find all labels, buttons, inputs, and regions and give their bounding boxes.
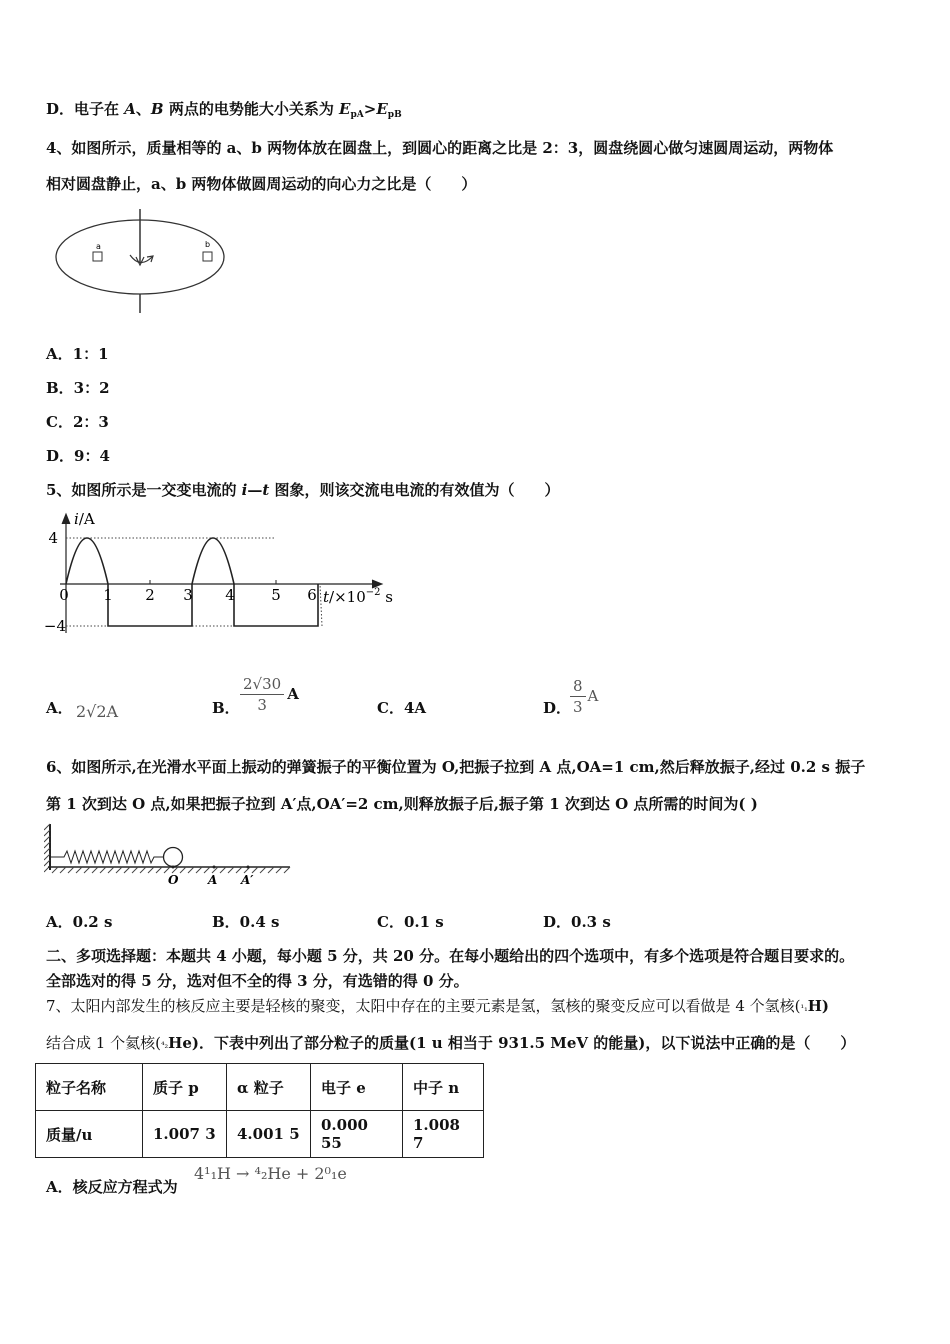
table-cell: 1.007 3: [143, 1111, 227, 1158]
q5-xlabel: $t/\times 10^{-2}$ s: [323, 587, 393, 606]
q7-option-a-label: A．核反应方程式为: [46, 1178, 178, 1196]
q5-xtick-6: 6: [307, 586, 317, 604]
table-header-row: [36, 1064, 484, 1111]
q4-option-c: C．2：3: [46, 413, 109, 431]
q6-spring-figure: [44, 822, 294, 888]
table-row: [36, 1111, 484, 1158]
q5-option-b-label: B．: [212, 699, 240, 717]
q5-option-d-value: $\frac{8}{3}$ A: [570, 676, 598, 717]
q5-option-a-label: A．: [46, 699, 73, 717]
table-cell: 4.001 5: [227, 1111, 311, 1158]
q5-xtick-0: 0: [59, 586, 69, 604]
q4-option-b: B．3：2: [46, 379, 110, 397]
q4-stem-line2: 相对圆盘静止，a、b 两物体做圆周运动的向心力之比是（ ）: [46, 175, 477, 193]
q6-stem-line1: 6、如图所示,在光滑水平面上振动的弹簧振子的平衡位置为 O,把振子拉到 A 点,OA=1 cm,然后释放振子,经过 0.2 s 振子: [46, 758, 866, 776]
q5-it-graph: [40, 508, 420, 638]
table-cell: 粒子名称: [36, 1064, 143, 1111]
section2-heading-line1: 二、多项选择题：本题共 4 小题，每小题 5 分，共 20 分。在每小题给出的四个选项中，有多个选项是符合题目要求的。: [46, 947, 855, 965]
q5-xtick-4: 4: [225, 586, 235, 604]
q5-stem: 5、如图所示是一交变电流的 i—t 图象，则该交流电电流的有效值为（ ）: [46, 481, 560, 499]
q5-xtick-5: 5: [271, 586, 281, 604]
q5-ytick-top: 4: [48, 529, 58, 547]
q6-label-a-prime: A′: [241, 873, 254, 887]
q6-option-b: B．0.4 s: [212, 913, 280, 931]
q4-option-d: D．9：4: [46, 447, 110, 465]
q5-option-c: C．4A: [377, 699, 427, 717]
q4-label-a: a: [96, 242, 101, 251]
table-cell: 中子 n: [403, 1064, 484, 1111]
q3-option-d: D．电子在 A、B 两点的电势能大小关系为 $E_{pA}>E_{pB}$: [46, 100, 402, 120]
q6-stem-line2: 第 1 次到达 O 点,如果把振子拉到 A′点,OA′=2 cm,则释放振子后,振子第 1 次到达 O 点所需的时间为( ): [46, 795, 758, 813]
q7-stem-line1: 7、太阳内部发生的核反应主要是轻核的聚变，太阳中存在的主要元素是氢，氢核的聚变反应可以看做是 4 个氢核(¹₁H): [46, 997, 829, 1015]
table-cell: α 粒子: [227, 1064, 311, 1111]
q5-xtick-3: 3: [183, 586, 193, 604]
table-cell: 0.000 55: [311, 1111, 403, 1158]
q6-label-a: A: [208, 873, 218, 887]
q7-option-a-equation: 4¹₁H → ⁴₂He + 2⁰₁e: [194, 1164, 347, 1183]
section2-heading-line2: 全部选对的得 5 分，选对但不全的得 3 分，有选错的得 0 分。: [46, 972, 469, 990]
q4-stem-line1: 4、如图所示，质量相等的 a、b 两物体放在圆盘上，到圆心的距离之比是 2：3，圆盘绕圆心做匀速圆周运动，两物体: [46, 139, 834, 157]
q6-label-o: O: [168, 873, 179, 887]
table-cell: 电子 e: [311, 1064, 403, 1111]
q5-ytick-bottom: −4: [43, 617, 66, 635]
q5-xtick-2: 2: [145, 586, 155, 604]
table-cell: 质量/u: [36, 1111, 143, 1158]
q6-option-d: D．0.3 s: [543, 913, 611, 931]
q4-disk-figure: [50, 205, 230, 317]
q5-ylabel: i/A: [74, 510, 95, 528]
q6-option-c: C．0.1 s: [377, 913, 444, 931]
q5-option-a-value: 2√2A: [76, 702, 119, 721]
q4-option-a: A．1：1: [46, 345, 109, 363]
q5-option-d-label: D．: [543, 699, 572, 717]
q5-option-b-value: $\frac{2√30}{3}$ A: [240, 674, 299, 715]
q5-xtick-1: 1: [103, 586, 113, 604]
q6-option-a: A．0.2 s: [46, 913, 113, 931]
table-cell: 质子 p: [143, 1064, 227, 1111]
q7-mass-table: [35, 1063, 484, 1158]
table-cell: 1.008 7: [403, 1111, 484, 1158]
q7-stem-line2: 结合成 1 个氦核(⁴₂He)．下表中列出了部分粒子的质量(1 u 相当于 931.5 MeV 的能量)，以下说法中正确的是（ ）: [46, 1034, 856, 1052]
q4-label-b: b: [205, 240, 211, 249]
